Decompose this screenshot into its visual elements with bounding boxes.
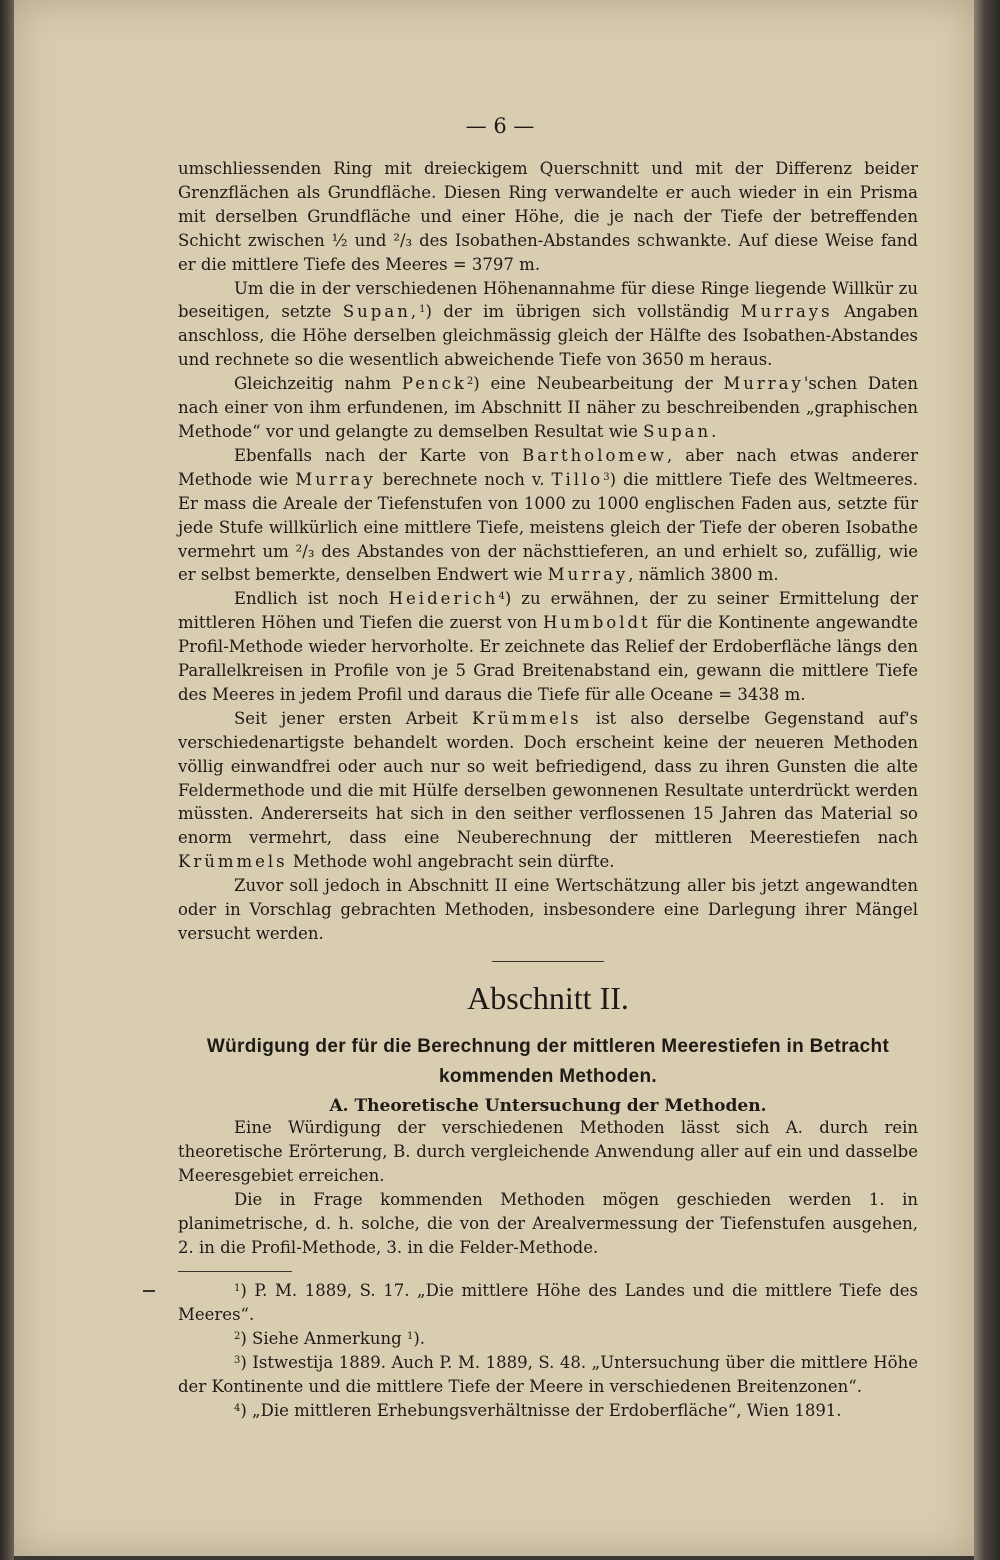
footnote: $^4$) „Die mittleren Erhebungsverhältnisse der Erdoberfläche“, Wien 1891.: [234, 1401, 842, 1420]
margin-mark: [143, 1290, 155, 1292]
section-title: Abschnitt II.: [467, 980, 629, 1016]
paragraph: umschliessenden Ring mit dreieckigem Querschnitt und mit der Differenz beider Grenzflächen als Grundfläche. Diesen Ring verwandelte er auch wieder in ein Prisma mit derselben Grundfläche und einer Höhe, die je nach der Tiefe der betreffenden Schicht zwischen ½ und ²/₃ des Isobathen-Abstandes schwankte. Auf diese Weise fand er die mittlere Tiefe des Meeres = 3797 m.: [178, 159, 918, 274]
paragraph: Endlich ist noch Heiderich$^4$) zu erwähnen, der zu seiner Ermittelung der mittleren Höhen und Tiefen die zuerst von Humboldt für die Kontinente angewandte Profil-Methode wieder hervorholte. Er zeichnete das Relief der Erdoberfläche längs den Parallelkreisen in Profile von je 5 Grad Breitenabstand ein, gewann die mittlere Tiefe des Meeres in jedem Profil und daraus die Tiefe für alle Oceane = 3438 m.: [178, 589, 918, 704]
paragraph: Eine Würdigung der verschiedenen Methoden lässt sich A. durch rein theoretische Erörterung, B. durch vergleichende Anwendung aller auf ein und dasselbe Meeresgebiet erreichen.: [178, 1118, 918, 1185]
author-name: Heiderich: [388, 589, 499, 609]
footnote: $^2$) Siehe Anmerkung $^1$).: [234, 1329, 426, 1348]
author-name: Murray: [547, 565, 629, 585]
paragraph: Zuvor soll jedoch in Abschnitt II eine Wertschätzung aller bis jetzt angewandten oder in Vorschlag gebrachten Methoden, insbesondere eine Darlegung ihrer Mängel versucht werden.: [178, 876, 918, 943]
page-edge: [974, 0, 1000, 1560]
page-number: — 6 —: [465, 114, 535, 138]
author-name: Bartholomew: [522, 445, 667, 465]
author-name: Tillo: [551, 469, 604, 489]
footnote: $^1$) P. M. 1889, S. 17. „Die mittlere Höhe des Landes und die mittlere Tiefe des Meeres“.: [178, 1281, 918, 1324]
paragraph: Um die in der verschiedenen Höhenannahme für diese Ringe liegende Willkür zu beseitigen, setzte Supan,$^1$) der im übrigen sich vollständig Murrays Angaben anschloss, die Höhe derselben gleichmässig gleich der Hälfte des Isobathen-Abstandes und rechnete so die wesentlich abweichende Tiefe von 3650 m heraus.: [178, 278, 918, 370]
footnote-ref: 2: [466, 376, 474, 388]
author-name: Murrays: [740, 302, 833, 322]
author-name: Penck: [401, 374, 467, 394]
footnote: $^3$) Istwestija 1889. Auch P. M. 1889, S. 48. „Untersuchung über die mittlere Höhe der Kontinente und die mittlere Tiefe der Meere in verschiedenen Breitenzonen“.: [178, 1353, 918, 1396]
paragraph: Die in Frage kommenden Methoden mögen geschieden werden 1. in planimetrische, d. h. solche, die von der Arealvermessung der Tiefenstufen ausgehen, 2. in die Profil-Methode, 3. in die Felder-Methode.: [178, 1189, 918, 1257]
paragraph: Seit jener ersten Arbeit Krümmels ist also derselbe Gegenstand auf's verschiedenartigste behandelt worden. Doch erscheint keine der neueren Methoden völlig einwandfrei oder auch nur so weit befriedigend, dass zu ihren Gunsten die alte Feldermethode und die mit Hülfe derselben gewonnenen Resultate unterdrückt werden müssten. Andererseits hat sich in den seither verflossenen 15 Jahren das Material so enorm vermehrt, dass eine Neuberechnung der mittleren Meerestiefen nach Krümmels Methode wohl angebracht sein dürfte.: [178, 708, 919, 872]
footnote-ref: 3: [603, 471, 610, 483]
book-gutter: [0, 0, 14, 1560]
paragraph: Gleichzeitig nahm Penck$^2$) eine Neubearbeitung der Murray'schen Daten nach einer von ihm erfundenen, im Abschnitt II näher zu beschreibenden „graphischen Methode“ vor und gelangte zu demselben Resultat wie Supan.: [178, 374, 918, 441]
subsection-heading: A. Theoretische Untersuchung der Methoden.: [329, 1096, 767, 1116]
footnote-ref: 4: [498, 591, 505, 603]
footnote-divider: [178, 1271, 292, 1272]
author-name: Supan: [643, 421, 712, 441]
author-name: Murray: [295, 469, 376, 489]
footnotes: [178, 1279, 918, 1423]
body-text: [178, 157, 918, 946]
section-divider: [492, 961, 604, 962]
footnote-ref: 1: [419, 304, 426, 316]
author-name: Krümmels: [471, 708, 582, 728]
author-name: Murray: [723, 374, 804, 394]
section-text: [178, 1116, 918, 1259]
section-subtitle: Würdigung der für die Berechnung der mittleren Meerestiefen in Betracht kommenden Methoden.: [206, 1036, 890, 1087]
author-name: Krümmels: [178, 852, 288, 872]
author-name: Supan,: [342, 302, 420, 322]
author-name: Humboldt: [543, 613, 651, 633]
paragraph: Ebenfalls nach der Karte von Bartholomew, aber nach etwas anderer Methode wie Murray berechnete noch v. Tillo$^3$) die mittlere Tiefe des Weltmeeres. Er mass die Areale der Tiefenstufen von 1000 zu 1000 englischen Faden aus, setzte für jede Stufe willkürlich eine mittlere Tiefe, meistens gleich der Tiefe der oberen Isobathe vermehrt um ²/₃ des Abstandes von der nächsttieferen, an und erhielt so, zufällig, wie er selbst bemerkte, denselben Endwert wie Murray, nämlich 3800 m.: [178, 445, 918, 585]
